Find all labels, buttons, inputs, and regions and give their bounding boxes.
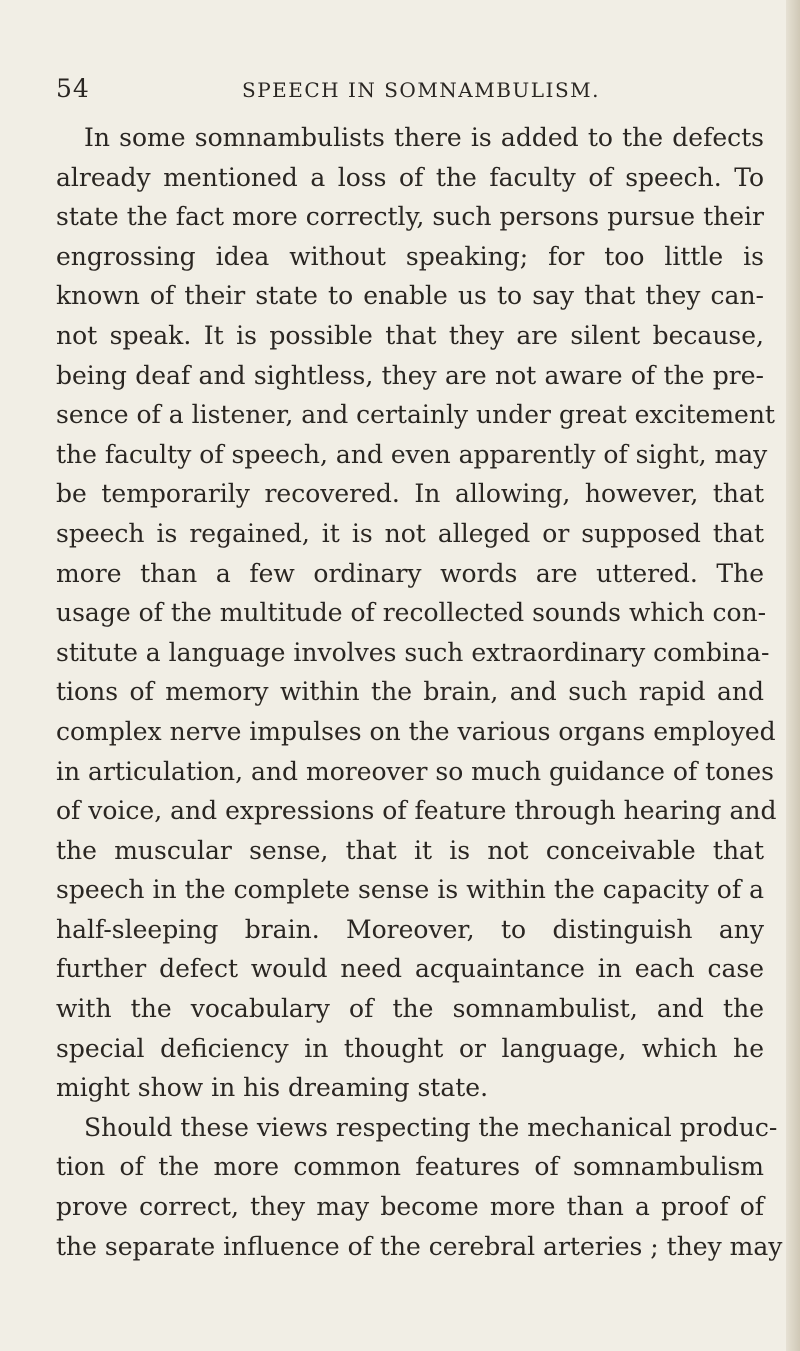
text-line: further defect would need acquaintance in each case — [56, 954, 764, 984]
text-line: being deaf and sightless, they are not aware of the pre- — [56, 360, 764, 390]
text-line: known of their state to enable us to say that they can- — [56, 281, 764, 311]
text-line: state the fact more correctly, such persons pursue their — [56, 202, 764, 232]
text-line: stitute a language involves such extraordinary combina- — [56, 637, 770, 667]
text-line: half-sleeping brain. Moreover, to distinguish any — [56, 914, 764, 944]
text-line: already mentioned a loss of the faculty of speech. To — [56, 162, 764, 192]
text-line: tions of memory within the brain, and such rapid and — [56, 677, 764, 707]
text-line: engrossing idea without speaking; for too little is — [56, 241, 764, 271]
body-text — [56, 118, 783, 1266]
page-number: 54 — [56, 74, 90, 103]
text-line: more than a few ordinary words are uttered. The — [56, 558, 764, 588]
paragraph — [56, 118, 777, 1108]
text-line: of voice, and expressions of feature through hearing and — [56, 796, 777, 826]
text-line: be temporarily recovered. In allowing, however, that — [56, 479, 764, 509]
page-header — [56, 74, 756, 114]
text-line: speech in the complete sense is within the capacity of a — [56, 875, 764, 905]
text-line: complex nerve impulses on the various organs employed — [56, 716, 776, 746]
text-line: speech is regained, it is not alleged or supposed that — [56, 518, 764, 548]
paragraph — [56, 1108, 783, 1266]
text-line: Should these views respecting the mechanical produc- — [84, 1112, 778, 1142]
text-line: the muscular sense, that it is not conceivable that — [56, 835, 764, 865]
text-line: the separate influence of the cerebral arteries ; they may — [56, 1231, 783, 1261]
text-line: not speak. It is possible that they are silent because, — [56, 320, 764, 350]
text-line: In some somnambulists there is added to the defects — [84, 123, 764, 152]
text-line: special deficiency in thought or language, which he — [56, 1033, 764, 1063]
text-line: with the vocabulary of the somnambulist, and the — [56, 994, 764, 1024]
text-line: sence of a listener, and certainly under great excitement — [56, 400, 775, 430]
text-line: the faculty of speech, and even apparently of sight, may — [56, 439, 768, 469]
text-line: might show in his dreaming state. — [56, 1073, 489, 1103]
page-edge — [786, 0, 800, 1351]
text-line: prove correct, they may become more than a proof of — [56, 1192, 764, 1222]
text-line: in articulation, and moreover so much guidance of tones — [56, 756, 774, 786]
text-line: usage of the multitude of recollected sounds which con- — [56, 598, 767, 628]
text-line: tion of the more common features of somnambulism — [56, 1152, 764, 1182]
running-title: SPEECH IN SOMNAMBULISM. — [242, 78, 600, 102]
